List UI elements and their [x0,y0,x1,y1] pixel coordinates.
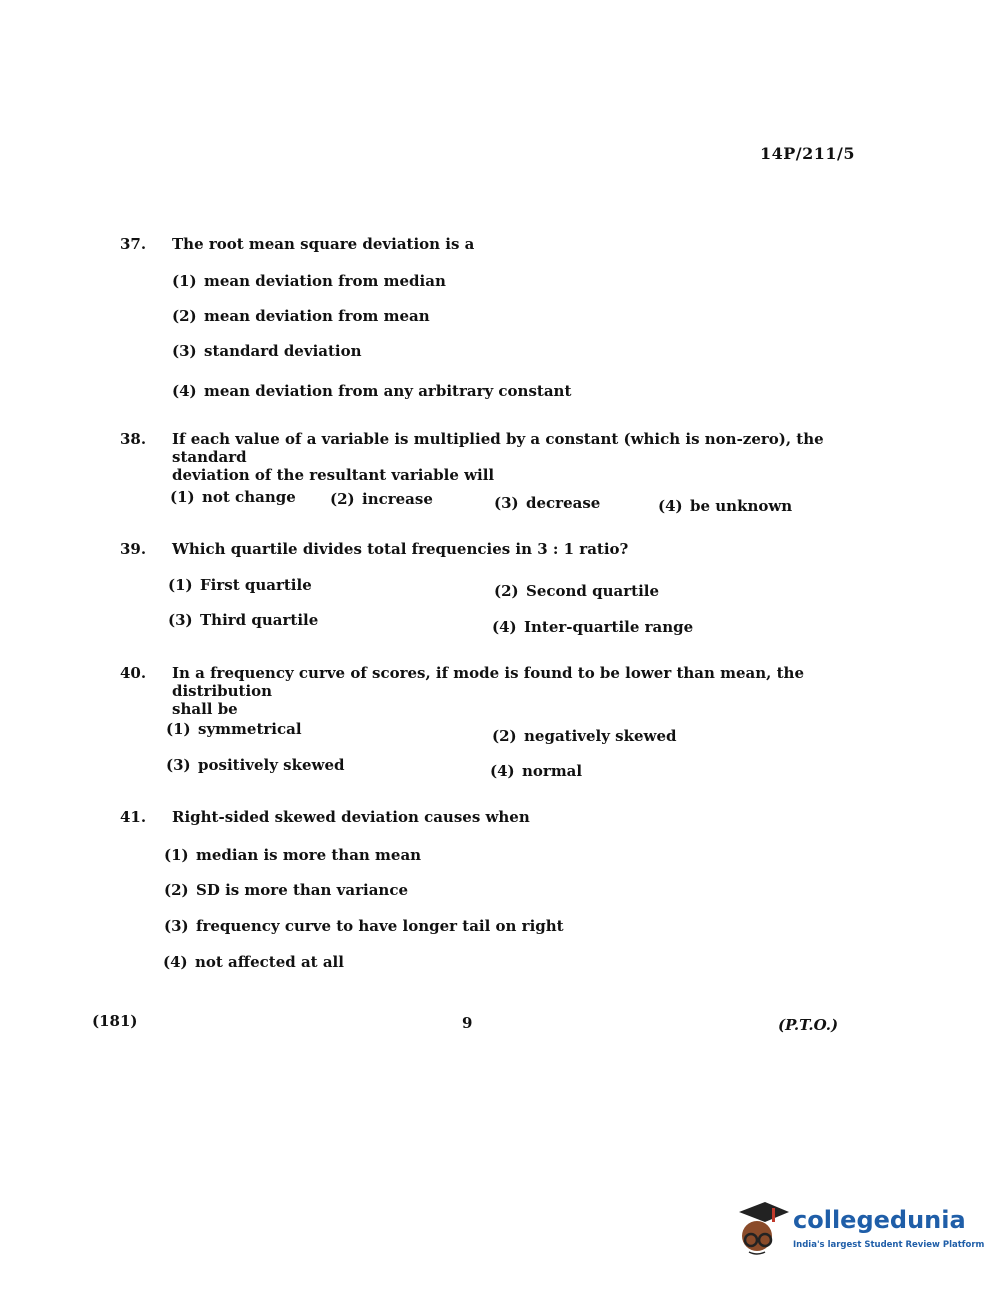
option: (1) not change [170,488,296,506]
option: (4) be unknown [658,497,793,515]
paper-code: 14P/211/5 [760,144,856,163]
option: (2) increase [330,490,433,508]
question-41 [120,808,850,826]
question-38 [120,430,850,484]
page-number: 9 [462,1014,473,1032]
option: (3) decrease [494,494,601,512]
option: (1) symmetrical [166,720,302,738]
pto-note: (P.T.O.) [778,1016,839,1034]
option: (3) Third quartile [168,611,319,629]
option: (4) normal [490,762,583,780]
question-stem: The root mean square deviation is a [172,235,475,253]
question-stem: Which quartile divides total frequencies in 3 : 1 ratio? [172,540,629,558]
question-number: 40. [120,664,147,682]
question-number: 41. [120,808,147,826]
option: (2) SD is more than variance [164,881,408,899]
question-stem-line-2: shall be [172,700,238,718]
brand-tagline: India's largest Student Review Platform [793,1240,985,1250]
option: (4) mean deviation from any arbitrary constant [172,382,572,400]
question-39 [120,540,850,558]
question-stem: Right-sided skewed deviation causes when [172,808,530,826]
option: (1) mean deviation from median [172,272,446,290]
option: (2) negatively skewed [492,727,677,745]
option: (2) Second quartile [494,582,660,600]
question-number: 37. [120,235,147,253]
brand-name: collegedunia [793,1206,966,1234]
option: (3) frequency curve to have longer tail on right [164,917,564,935]
graduate-mascot-icon [735,1198,791,1258]
question-stem-line-2: deviation of the resultant variable will [172,466,495,484]
option: (4) Inter-quartile range [492,618,694,636]
option: (1) median is more than mean [164,846,422,864]
booklet-code: (181) [92,1012,138,1030]
question-number: 39. [120,540,147,558]
option: (3) positively skewed [166,756,345,774]
option: (4) not affected at all [163,953,344,971]
question-stem-line-1: In a frequency curve of scores, if mode is found to be lower than mean, the distribution [172,664,805,700]
option: (3) standard deviation [172,342,362,360]
option: (1) First quartile [168,576,312,594]
question-37 [120,235,850,253]
question-40 [120,664,850,718]
option: (2) mean deviation from mean [172,307,430,325]
question-stem-line-1: If each value of a variable is multiplied by a constant (which is non-zero), the standard [172,430,824,466]
question-number: 38. [120,430,147,448]
collegedunia-watermark [735,1198,985,1260]
